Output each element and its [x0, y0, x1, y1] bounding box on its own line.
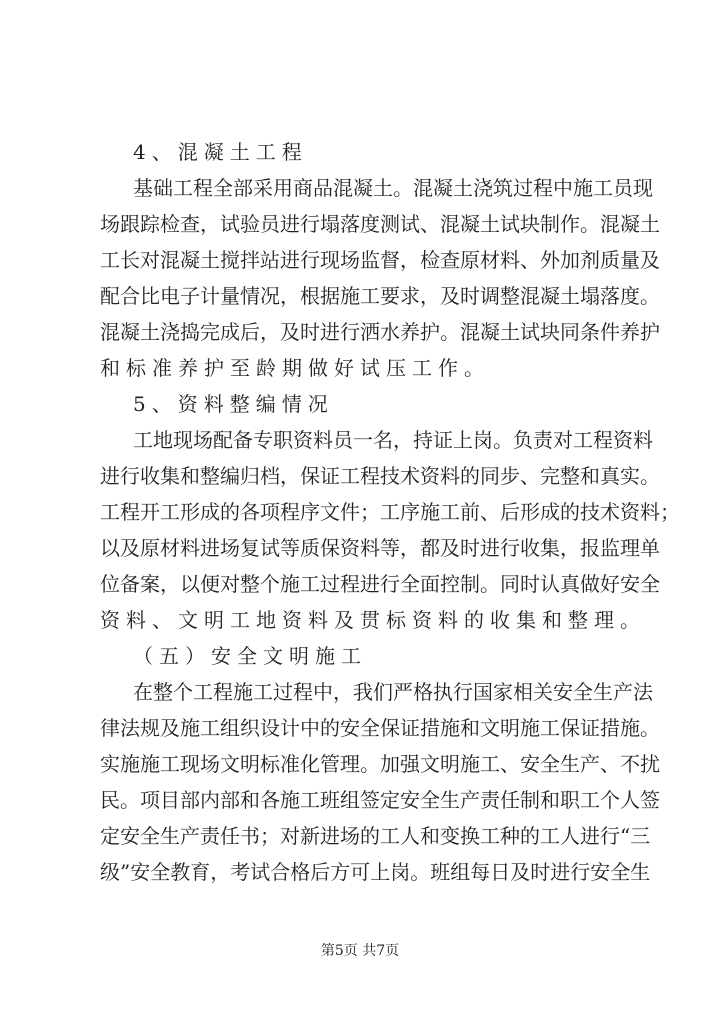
- paragraph-line: 工地现场配备专职资料员一名，持证上岗。负责对工程资料: [133, 428, 653, 452]
- document-page: [100, 134, 680, 890]
- paragraph-line: 以及原材料进场复试等质保资料等，都及时进行收集，报监理单: [100, 536, 660, 560]
- paragraph-line: 级”安全教育，考试合格后方可上岗。班组每日及时进行安全生: [100, 860, 651, 884]
- paragraph-line: 场跟踪检查，试验员进行塌落度测试、混凝土试块制作。混凝土: [100, 212, 660, 236]
- paragraph-line: 资料、文明工地资料及贯标资料的收集和整理。: [100, 608, 646, 632]
- paragraph-line: 工长对混凝土搅拌站进行现场监督，检查原材料、外加剂质量及: [100, 248, 660, 272]
- paragraph-line: 配合比电子计量情况，根据施工要求，及时调整混凝土塌落度。: [100, 284, 660, 308]
- paragraph-concrete: [100, 170, 660, 386]
- paragraph-documentation: [100, 422, 680, 638]
- paragraph-line: 定安全生产责任书；对新进场的工人和变换工种的工人进行“三: [100, 824, 651, 848]
- paragraph-line: 民。项目部内部和各施工班组签定安全生产责任制和职工个人签: [100, 788, 660, 812]
- paragraph-line: 和标准养护至龄期做好试压工作。: [100, 356, 490, 380]
- paragraph-safety: [100, 674, 660, 890]
- section-heading-concrete: 4、混凝土工程: [133, 140, 308, 164]
- paragraph-line: 基础工程全部采用商品混凝土。混凝土浇筑过程中施工员现: [133, 176, 653, 200]
- paragraph-line: 在整个工程施工过程中，我们严格执行国家相关安全生产法: [133, 680, 653, 704]
- paragraph-line: 实施施工现场文明标准化管理。加强文明施工、安全生产、不扰: [100, 752, 660, 776]
- section-heading-safety: （五）安全文明施工: [133, 644, 367, 668]
- section-heading-documentation: 5、资料整编情况: [133, 392, 334, 416]
- paragraph-line: 工程开工形成的各项程序文件；工序施工前、后形成的技术资料；: [100, 500, 680, 524]
- paragraph-line: 位备案，以便对整个施工过程进行全面控制。同时认真做好安全: [100, 572, 660, 596]
- paragraph-line: 进行收集和整编归档，保证工程技术资料的同步、完整和真实。: [100, 464, 660, 488]
- paragraph-line: 律法规及施工组织设计中的安全保证措施和文明施工保证措施。: [100, 716, 660, 740]
- paragraph-line: 混凝土浇捣完成后，及时进行洒水养护。混凝土试块同条件养护: [100, 320, 660, 344]
- page-footer: 第5页 共7页: [320, 943, 400, 959]
